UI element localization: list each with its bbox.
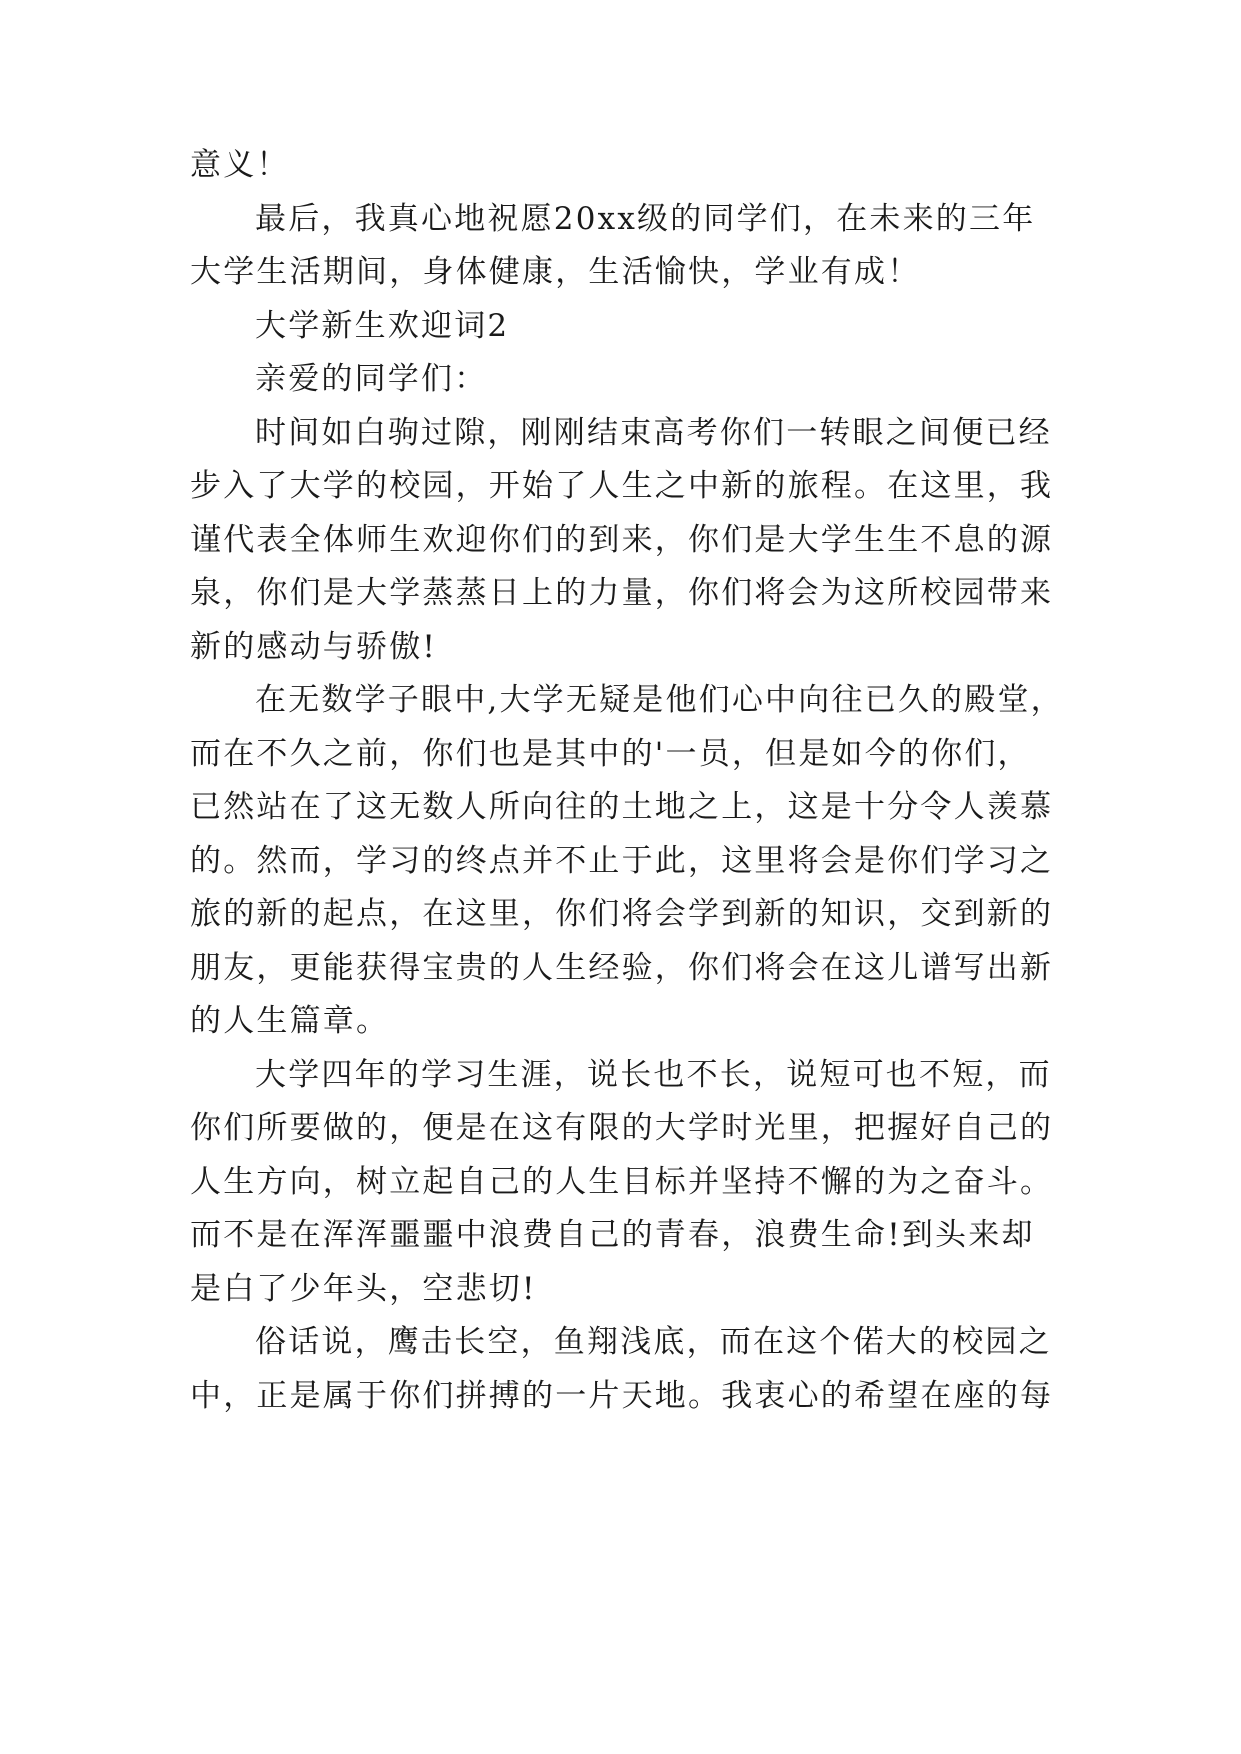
text-line: 谨代表全体师生欢迎你们的到来，你们是大学生生不息的源 <box>190 522 1054 558</box>
text-line: 你们所要做的，便是在这有限的大学时光里，把握好自己的 <box>190 1110 1054 1146</box>
text-line: 朋友，更能获得宝贵的人生经验，你们将会在这儿谱写出新 <box>190 950 1054 986</box>
paragraph-first-line: 大学四年的学习生涯，说长也不长，说短可也不短，而 <box>255 1057 1052 1093</box>
text-line: 是白了少年头，空悲切! <box>190 1271 537 1307</box>
text-line: 旅的新的起点，在这里，你们将会学到新的知识，交到新的 <box>190 896 1054 932</box>
text-line: 中，正是属于你们拼搏的一片天地。我衷心的希望在座的每 <box>190 1378 1054 1414</box>
text-line: 大学生活期间，身体健康，生活愉快，学业有成！ <box>190 254 921 290</box>
text-line: 泉，你们是大学蒸蒸日上的力量，你们将会为这所校园带来 <box>190 575 1054 611</box>
paragraph-first-line: 在无数学子眼中,大学无疑是他们心中向往已久的殿堂， <box>255 682 1064 718</box>
text-line: 而不是在浑浑噩噩中浪费自己的青春，浪费生命!到头来却 <box>190 1217 1035 1253</box>
text-line: 已然站在了这无数人所向往的土地之上，这是十分令人羡慕 <box>190 789 1054 825</box>
paragraph-first-line: 俗话说，鹰击长空，鱼翔浅底，而在这个偌大的校园之 <box>255 1324 1052 1360</box>
text-line: 新的感动与骄傲! <box>190 629 438 665</box>
text-line: 意义！ <box>190 147 290 183</box>
paragraph-first-line: 最后，我真心地祝愿20xx级的同学们，在未来的三年 <box>255 201 1036 237</box>
text-line: 的人生篇章。 <box>190 1003 390 1039</box>
text-line: 人生方向，树立起自己的人生目标并坚持不懈的为之奋斗。 <box>190 1164 1054 1200</box>
text-line: 步入了大学的校园，开始了人生之中新的旅程。在这里，我 <box>190 468 1054 504</box>
paragraph-first-line: 时间如白驹过隙，刚刚结束高考你们一转眼之间便已经 <box>255 415 1052 451</box>
text-line: 的。然而，学习的终点并不止于此，这里将会是你们学习之 <box>190 843 1054 879</box>
text-line: 而在不久之前，你们也是其中的'一员，但是如今的你们， <box>190 736 1031 772</box>
section-title: 大学新生欢迎词2 <box>255 308 510 344</box>
salutation: 亲爱的同学们： <box>255 361 488 397</box>
